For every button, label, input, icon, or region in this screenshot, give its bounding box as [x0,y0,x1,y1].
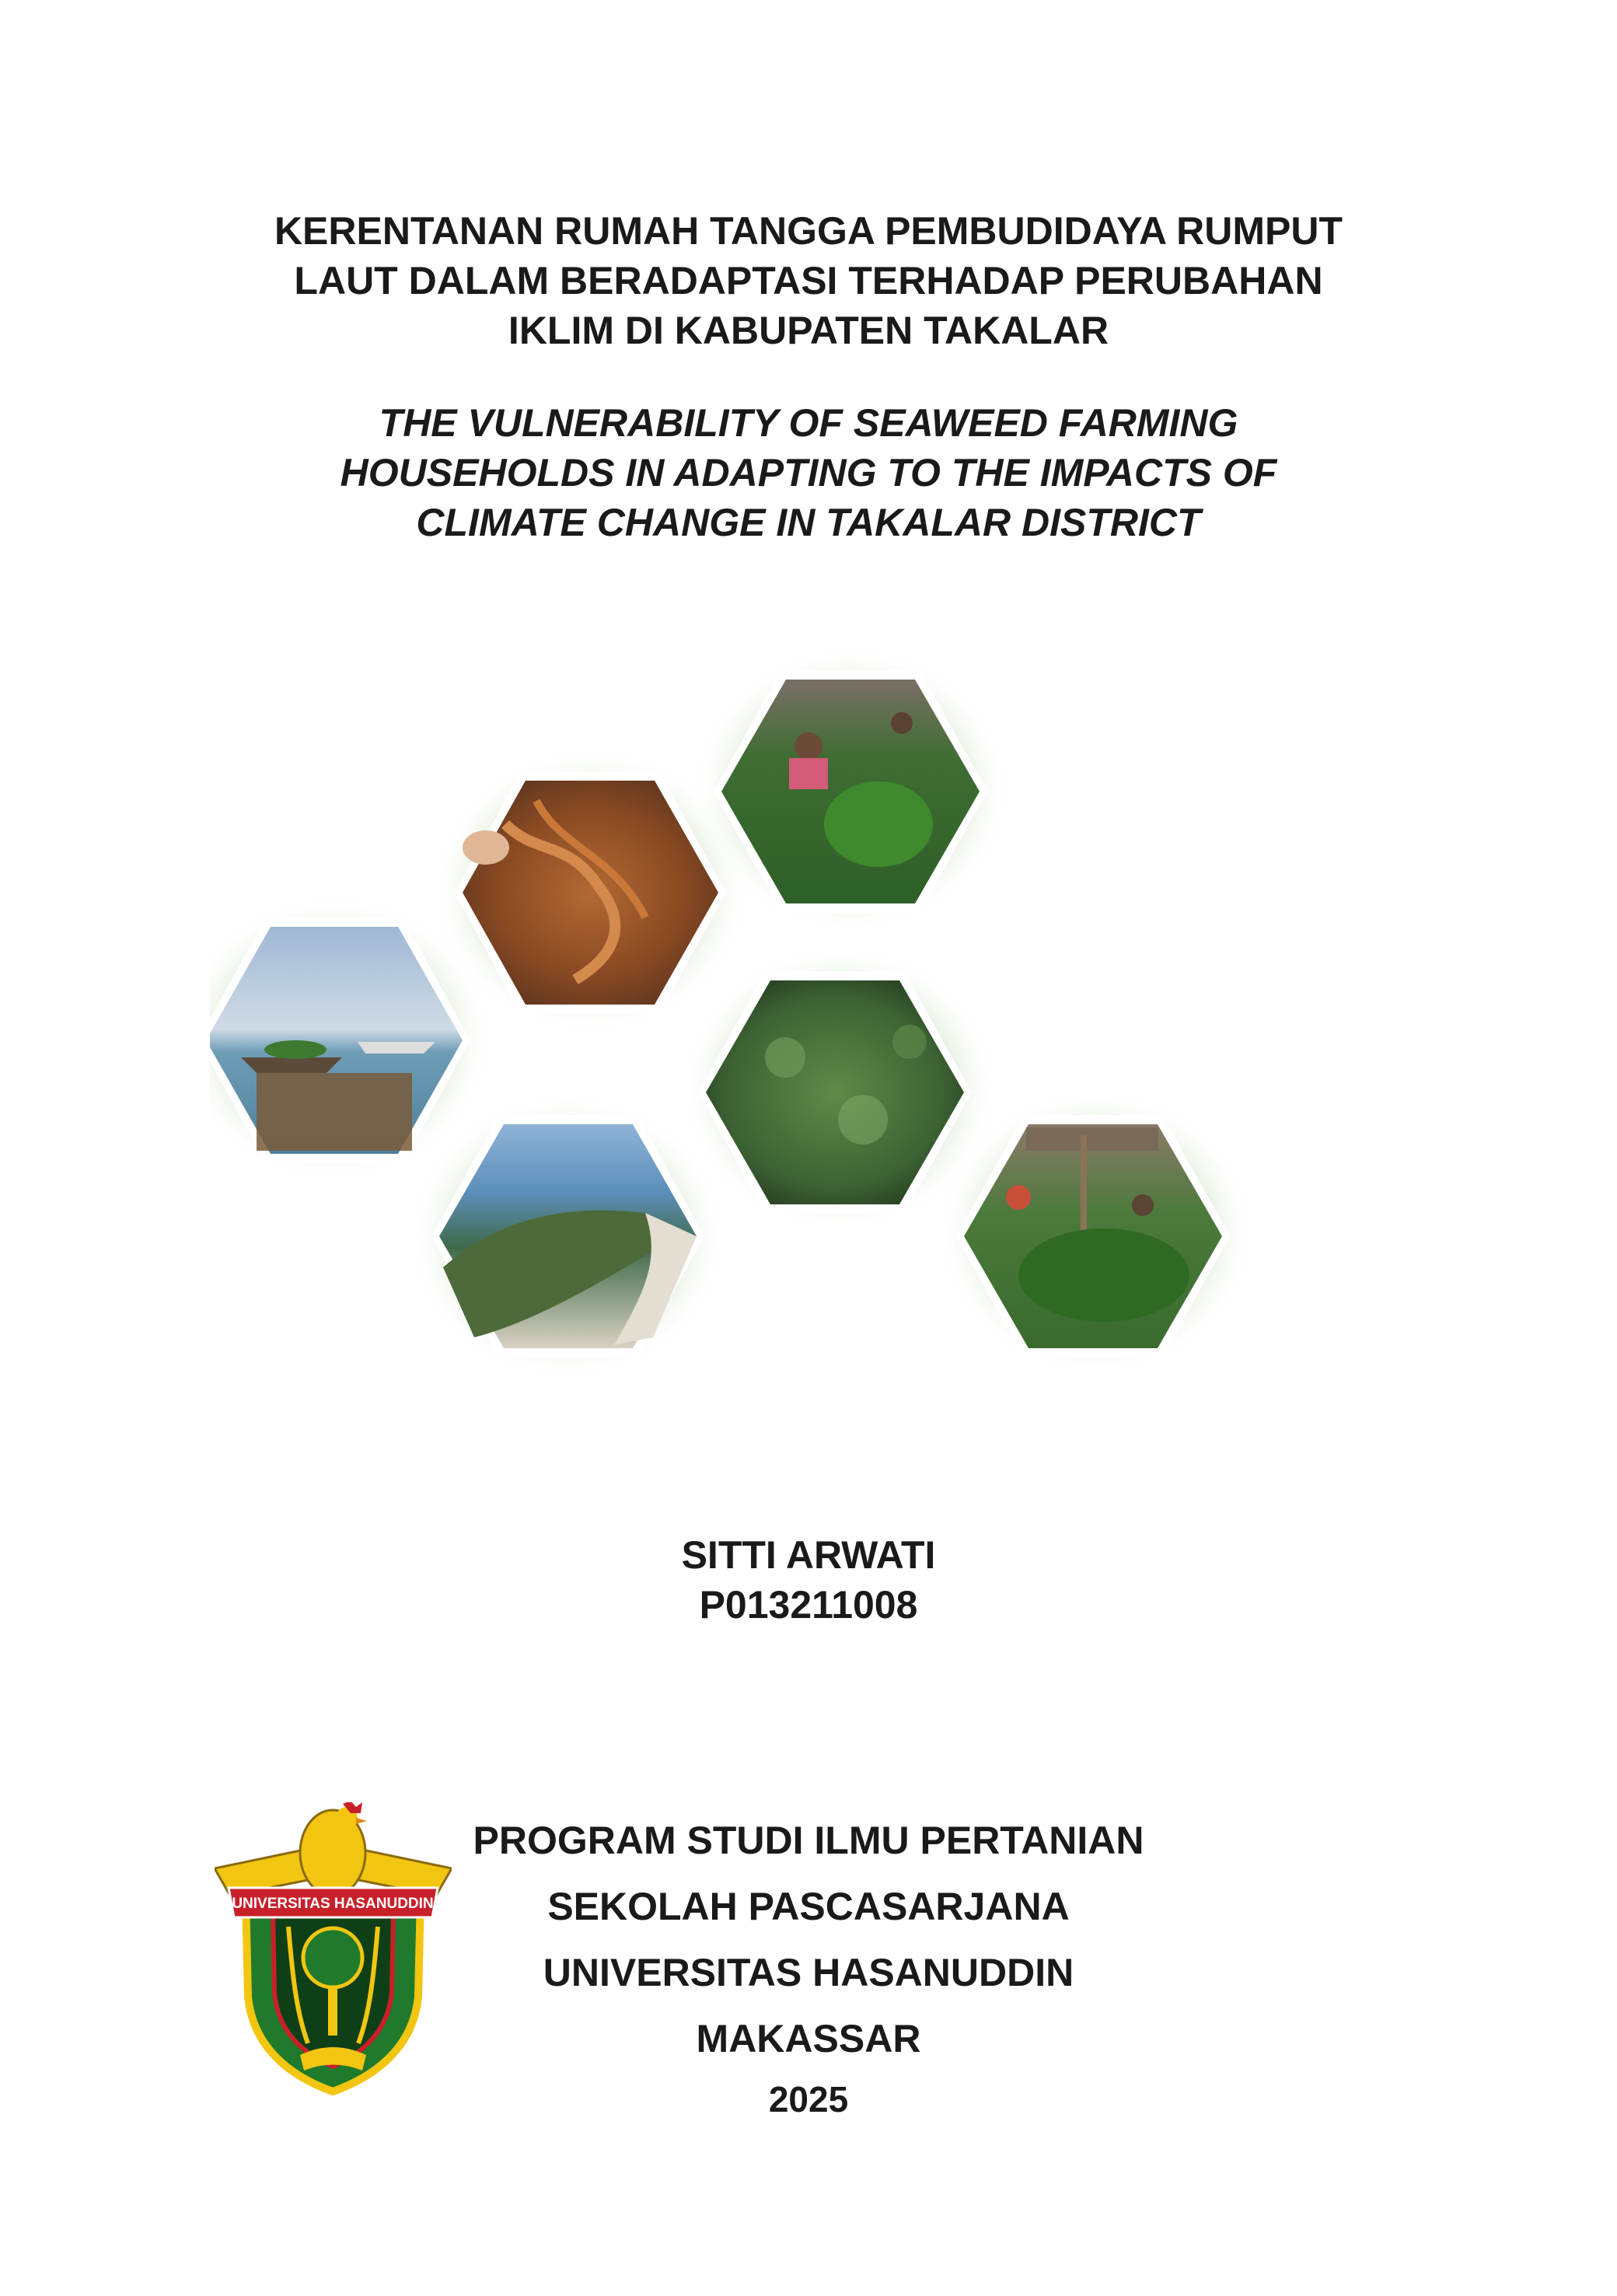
city: MAKASSAR [696,2017,921,2060]
study-program: PROGRAM STUDI ILMU PERTANIAN [473,1819,1144,1862]
title-id-line-3: IKLIM DI KABUPATEN TAKALAR [508,309,1109,352]
university-crest-icon [215,1802,452,2098]
graduate-school: SEKOLAH PASCASARJANA [547,1885,1070,1928]
logo-ribbon-text: UNIVERSITAS HASANUDDIN [232,1896,434,1912]
title-en-line-3: CLIMATE CHANGE IN TAKALAR DISTRICT [416,501,1201,544]
hexagon-photo-collage [210,591,1423,1415]
year: 2025 [768,2079,849,2120]
author-name: SITTI ARWATI [681,1533,936,1577]
institution-block [420,1808,1197,2127]
title-id-line-2: LAUT DALAM BERADAPTASI TERHADAP PERUBAHAN [294,259,1323,302]
author-block [0,1530,1617,1630]
student-id: P013211008 [699,1583,918,1627]
title-en-line-2: HOUSEHOLDS IN ADAPTING TO THE IMPACTS OF [340,451,1277,494]
title-id-line-1: KERENTANAN RUMAH TANGGA PEMBUDIDAYA RUMPUT [274,209,1343,253]
title-en-line-1: THE VULNERABILITY OF SEAWEED FARMING [379,401,1238,445]
title-english [0,398,1617,547]
university-name: UNIVERSITAS HASANUDDIN [543,1951,1074,1994]
title-indonesian [0,206,1617,355]
